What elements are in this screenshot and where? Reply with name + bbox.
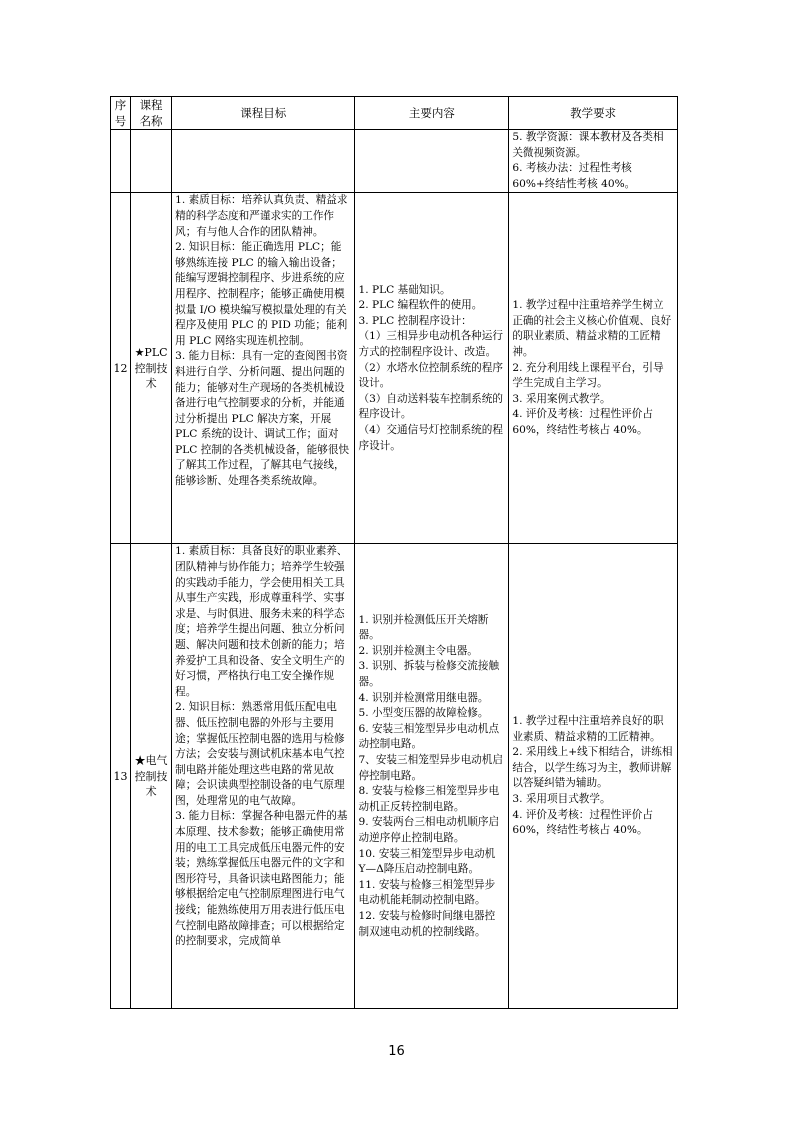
goal-item: 2. 知识目标：熟悉常用低压配电电器、低压控制电器的外形与主要用途；掌握低压控制电器的选用与检修方法；会安装与测试机床基本电气控制电路并能处理这些电路的常见故障；会识读典型控制设备的电气原理图，处理常见的电气故障。 <box>175 701 345 807</box>
content-item: （3）自动送料装车控制系统的程序设计。 <box>358 392 503 421</box>
table-row <box>111 544 678 1009</box>
req-item: 1. 教学过程中注重培养良好的职业素质、精益求精的工匠精神。 <box>512 715 664 743</box>
req-item: 1. 教学过程中注重培养学生树立正确的社会主义核心价值观、良好的职业素质、精益求精的工匠精神。 <box>512 299 672 358</box>
content-cell <box>355 544 509 1009</box>
row-no: 13 <box>111 544 131 1009</box>
course-name: ★电气控制技术 <box>131 544 172 1009</box>
content-item: （2）水塔水位控制系统的程序设计。 <box>358 361 503 390</box>
req-item: 2. 充分利用线上课程平台，引导学生完成自主学习。 <box>512 361 664 390</box>
goal-item: 1. 素质目标：培养认真负责、精益求精的科学态度和严谨求实的工作作风；有与他人合作的团队精神。 <box>175 194 348 238</box>
header-content: 主要内容 <box>355 97 509 130</box>
req-item: 3. 采用项目式教学。 <box>512 792 611 805</box>
cont-no-cell <box>111 130 131 193</box>
cont-name-cell <box>131 130 172 193</box>
header-req: 教学要求 <box>509 97 678 130</box>
content-item: 7、安装三相笼型异步电动机启停控制电路。 <box>358 753 503 782</box>
content-item: 9. 安装两台三相电动机顺序启动逆序停止控制电路。 <box>358 816 500 844</box>
cont-content-cell <box>355 130 509 193</box>
content-item: 2. 识别并检测主令电器。 <box>358 644 478 657</box>
continuation-row <box>111 130 678 193</box>
course-table <box>110 96 678 1009</box>
goal-item: 2. 知识目标：能正确选用 PLC；能够熟练连接 PLC 的输入输出设备；能编写逻辑控制程序、步进系统的应用程序、控制程序；能够正确使用模拟量 I/O 模块编写模拟量处理的有关程序及使用 PLC 的 PID 功能；能利用 PLC 网络实现连机控制。 <box>175 241 348 347</box>
header-goal: 课程目标 <box>172 97 355 130</box>
cont-req-cell <box>509 130 678 193</box>
header-no: 序号 <box>111 97 131 130</box>
content-item: 8. 安装与检修三相笼型异步电动机正反转控制电路。 <box>358 785 500 813</box>
content-item: 1. PLC 基础知识。 <box>358 283 451 296</box>
header-name: 课程名称 <box>131 97 172 130</box>
content-item: 10. 安装三相笼型异步电动机 Y—Δ降压启动控制电路。 <box>358 847 496 876</box>
req-item: 5. 教学资源：课本教材及各类相关微视频资源。 <box>512 131 664 159</box>
goal-cell <box>172 544 355 1009</box>
content-item: 3. PLC 控制程序设计： <box>358 314 472 327</box>
row-no: 12 <box>111 193 131 544</box>
req-item: 2. 采用线上+线下相结合，讲练相结合，以学生练习为主，教师讲解以答疑纠错为辅助。 <box>512 746 673 790</box>
page-number: 16 <box>388 1044 405 1059</box>
req-item: 3. 采用案例式教学。 <box>512 392 611 405</box>
content-item: 3. 识别、拆装与检修交流接触器。 <box>358 660 500 689</box>
goal-cell <box>172 193 355 544</box>
cont-goal-cell <box>172 130 355 193</box>
content-item: 5. 小型变压器的故障检修。 <box>358 707 489 720</box>
goal-item: 1. 素质目标：具备良好的职业素养、团队精神与协作能力；培养学生较强的实践动手能力，学会使用相关工具从事生产实践，形成尊重科学、实事求是、与时俱进、服务未来的科学态度；培养学生提出问题、独立分析问题、解决问题和技术创新的能力；培养爱护工具和设备、安全文明生产的好习惯，严格执行电工安全操作规程。 <box>175 545 348 698</box>
req-item: 4. 评价及考核：过程性评价占 60%，终结性考核占 40%。 <box>512 808 653 837</box>
goal-item: 3. 能力目标：掌握各种电器元件的基本原理、技术参数；能够正确使用常用的电工工具完成低压电器元件的安装；熟练掌握低压电器元件的文字和图形符号，具备识读电路图能力；能够根据给定电气控制原理图进行电气接线；能熟练使用万用表进行低压电气控制电路故障排查；可以根据给定的控制要求，完成简单 <box>175 810 348 948</box>
header-row <box>111 97 678 130</box>
content-cell <box>355 193 509 544</box>
content-item: 6. 安装三相笼型异步电动机点动控制电路。 <box>358 722 500 751</box>
req-cell <box>509 544 678 1009</box>
content-item: 11. 安装与检修三相笼型异步电动机能耗制动控制电路。 <box>358 878 496 907</box>
table-row <box>111 193 678 544</box>
content-item: 1. 识别并检测低压开关熔断器。 <box>358 613 489 642</box>
content-item: 12. 安装与检修时间继电器控制双速电动机的控制线路。 <box>358 909 496 938</box>
goal-item: 3. 能力目标：具有一定的查阅图书资料进行自学、分析问题、提出问题的能力；能够对生产现场的各类机械设备进行电气控制要求的分析，并能通过分析提出 PLC 解决方案，开展 PLC 系统的设计、调试工作；面对 PLC 控制的各类机械设备，能够很快了解其工作过程，了解其电气接线，能够诊断、处理各类系统故障。 <box>175 350 350 488</box>
course-name: ★PLC控制技术 <box>131 193 172 544</box>
content-item: 4. 识别并检测常用继电器。 <box>358 691 489 704</box>
req-cell <box>509 193 678 544</box>
req-item: 6. 考核办法：过程性考核60%+终结性考核 40%。 <box>512 162 636 190</box>
content-item: 2. PLC 编程软件的使用。 <box>358 299 483 312</box>
content-item: （4）交通信号灯控制系统的程序设计。 <box>358 423 503 452</box>
content-item: （1）三相异步电动机各种运行方式的控制程序设计、改造。 <box>358 330 503 358</box>
req-item: 4. 评价及考核：过程性评价占 60%，终结性考核占 40%。 <box>512 408 653 436</box>
